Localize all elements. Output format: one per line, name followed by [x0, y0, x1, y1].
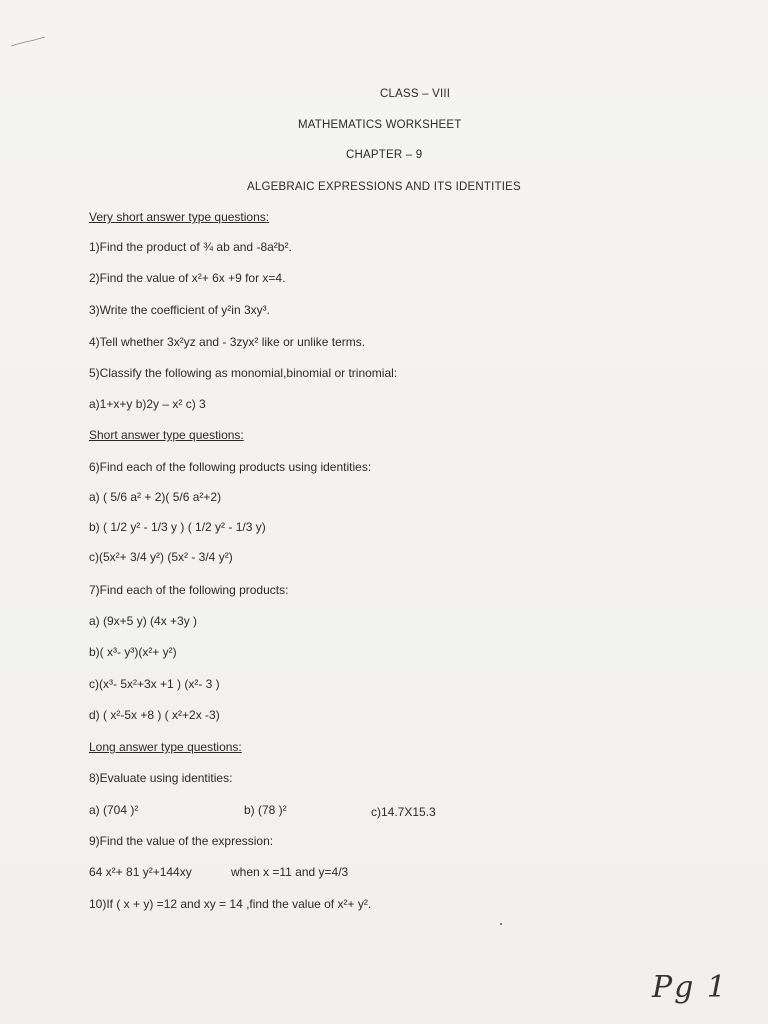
question-9-expression: 64 x²+ 81 y²+144xy	[89, 865, 192, 879]
question-1: 1)Find the product of ¾ ab and -8a²b².	[89, 240, 292, 254]
question-5-parts: a)1+x+y b)2y – x² c) 3	[89, 397, 206, 411]
question-10: 10)If ( x + y) =12 and xy = 14 ,find the value of x²+ y².	[89, 897, 372, 911]
stray-ink-dot	[500, 923, 502, 925]
question-8c: c)14.7X15.3	[371, 805, 436, 819]
question-2: 2)Find the value of x²+ 6x +9 for x=4.	[89, 271, 286, 285]
question-7d: d) ( x²-5x +8 ) ( x²+2x -3)	[89, 708, 220, 722]
question-9-condition: when x =11 and y=4/3	[231, 865, 349, 879]
class-heading: CLASS – VIII	[380, 88, 451, 100]
topic-heading: ALGEBRAIC EXPRESSIONS AND ITS IDENTITIES	[247, 181, 521, 193]
question-6b: b) ( 1/2 y² - 1/3 y ) ( 1/2 y² - 1/3 y)	[89, 520, 266, 534]
question-7: 7)Find each of the following products:	[89, 583, 289, 597]
page-number-handwritten: Pg 1	[652, 970, 729, 1005]
question-3: 3)Write the coefficient of y²in 3xy³.	[89, 303, 270, 317]
question-7a: a) (9x+5 y) (4x +3y )	[89, 614, 198, 628]
question-8a: a) (704 )²	[89, 803, 139, 817]
question-8b: b) (78 )²	[244, 803, 287, 817]
pen-scribble-mark	[10, 36, 46, 48]
question-6: 6)Find each of the following products using identities:	[89, 460, 372, 474]
question-6a: a) ( 5/6 a² + 2)( 5/6 a²+2)	[89, 490, 222, 504]
question-7b: b)( x³- y³)(x²+ y²)	[89, 645, 177, 659]
section-short: Short answer type questions:	[89, 428, 244, 442]
section-very-short: Very short answer type questions:	[89, 210, 270, 224]
question-9: 9)Find the value of the expression:	[89, 834, 274, 848]
question-8: 8)Evaluate using identities:	[89, 771, 233, 785]
subject-heading: MATHEMATICS WORKSHEET	[298, 119, 462, 131]
question-7c: c)(x³- 5x²+3x +1 ) (x²- 3 )	[89, 677, 220, 691]
question-4: 4)Tell whether 3x²yz and - 3zyx² like or unlike terms.	[89, 335, 366, 349]
chapter-heading: CHAPTER – 9	[346, 149, 423, 161]
question-5: 5)Classify the following as monomial,binomial or trinomial:	[89, 366, 398, 380]
question-6c: c)(5x²+ 3/4 y²) (5x² - 3/4 y²)	[89, 550, 233, 564]
section-long: Long answer type questions:	[89, 740, 242, 754]
